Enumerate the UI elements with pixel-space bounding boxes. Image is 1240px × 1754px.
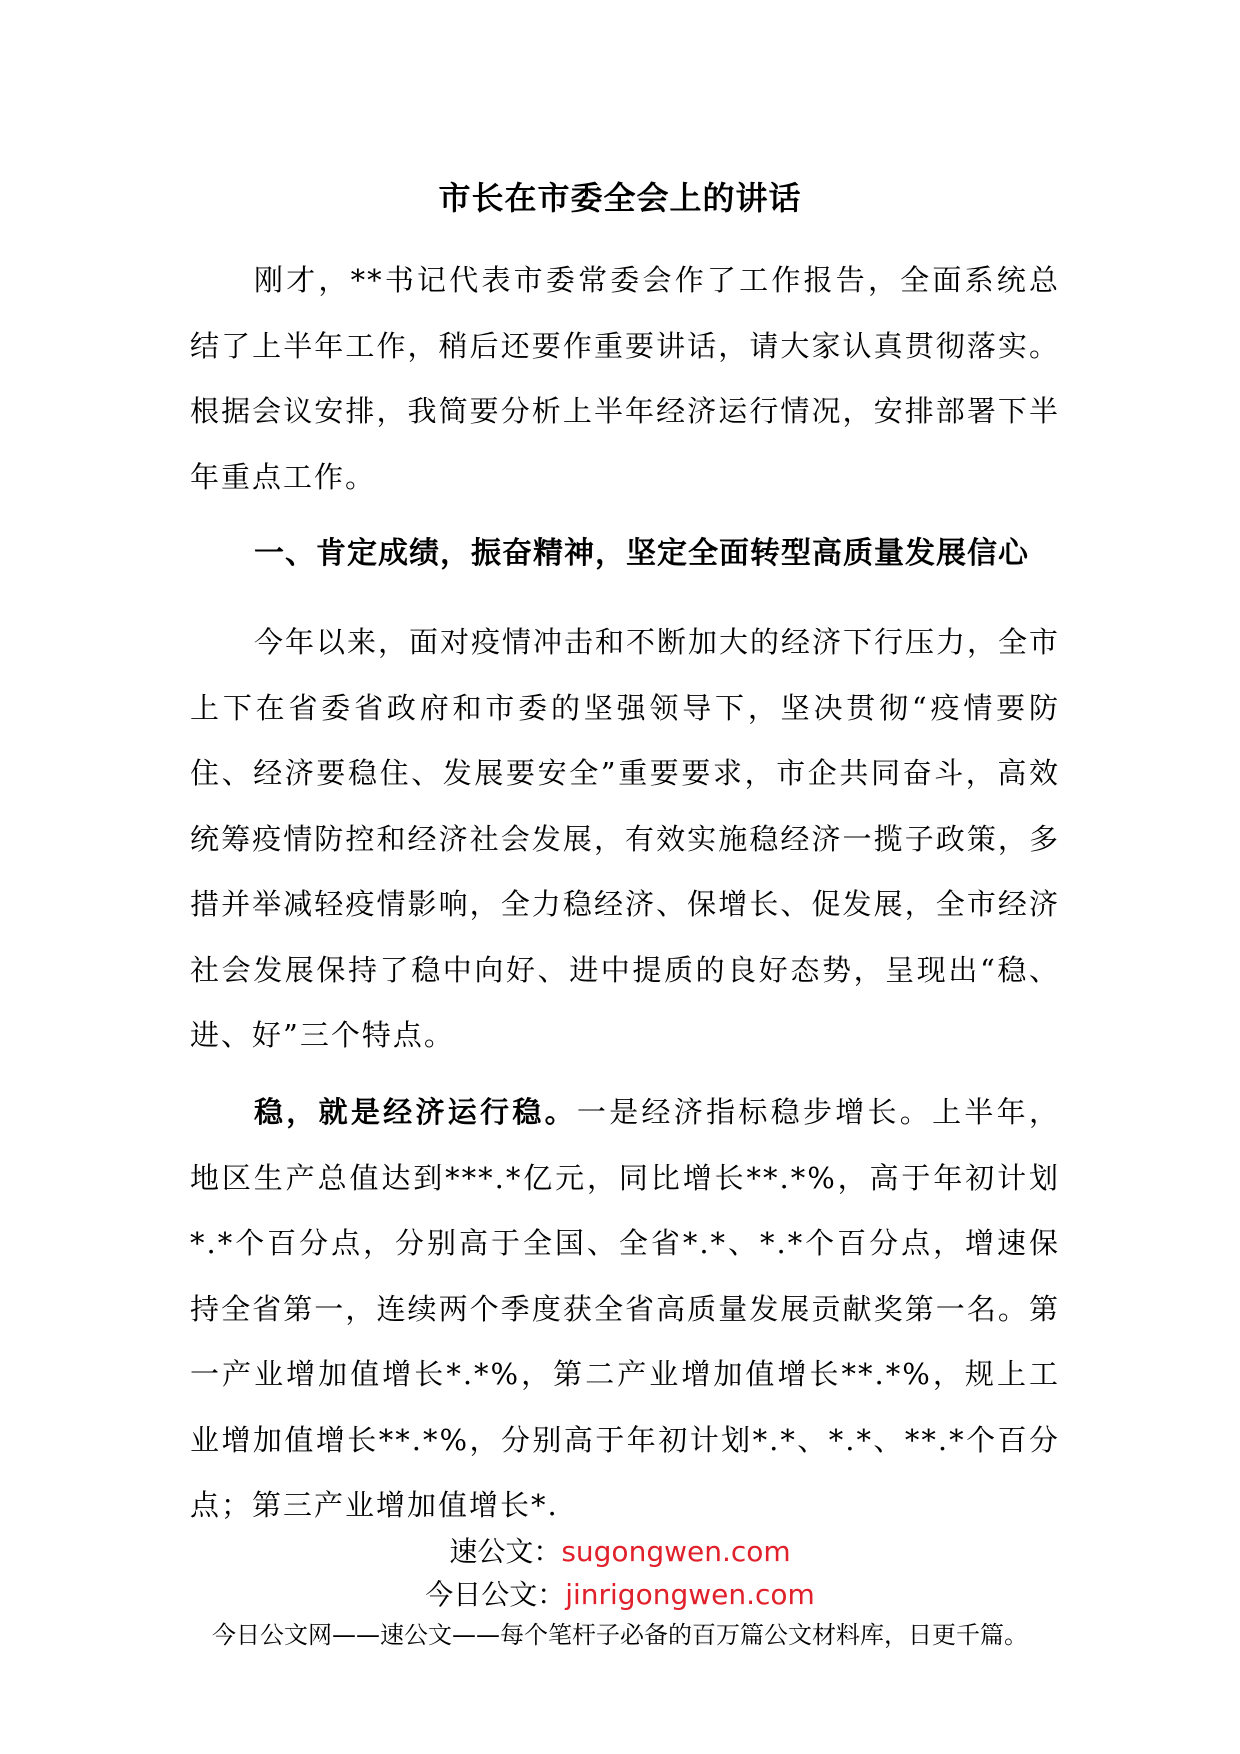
section-heading-1: 一、肯定成绩，振奋精神，坚定全面转型高质量发展信心: [254, 536, 1029, 571]
footer-line-jinrigongwen: [0, 1576, 1240, 1614]
document-title: 市长在市委全会上的讲话: [438, 179, 802, 217]
paragraph-stability-body: 一是经济指标稳步增长。上半年，地区生产总值达到***.*亿元，同比增长**.*%，高于年初计划*.*个百分点，分别高于全国、全省*.*、*.*个百分点，增速保持全省第一，连续两个季度获全省高质量发展贡献奖第一名。第一产业增加值增长*.*%，第二产业增加值增长**.*%，规上工业增加值增长**.*%，分别高于年初计划*.*、*.*、**.*个百分点；第三产业增加值增长*.: [190, 1095, 1060, 1522]
paragraph-stability-lead: 稳，就是经济运行稳。: [254, 1095, 577, 1129]
footer-link-jinrigongwen[interactable]: jinrigongwen.com: [565, 1578, 815, 1611]
paragraph-stability: [190, 1080, 1060, 1539]
paragraph-intro: 刚才，**书记代表市委常委会作了工作报告，全面系统总结了上半年工作，稍后还要作重要讲话，请大家认真贯彻落实。根据会议安排，我简要分析上半年经济运行情况，安排部署下半年重点工作。: [190, 263, 1060, 494]
footer-slogan: 今日公文网——速公文——每个笔杆子必备的百万篇公文材料库，日更千篇。: [212, 1621, 1028, 1649]
footer-label-sugongwen: 速公文：: [449, 1535, 562, 1568]
footer-link-sugongwen[interactable]: sugongwen.com: [561, 1535, 791, 1568]
footer-line-sugongwen: [0, 1533, 1240, 1571]
footer-label-jinrigongwen: 今日公文：: [425, 1578, 566, 1611]
paragraph-achievements: 今年以来，面对疫情冲击和不断加大的经济下行压力，全市上下在省委省政府和市委的坚强领导下，坚决贯彻“疫情要防住、经济要稳住、发展要安全”重要要求，市企共同奋斗，高效统筹疫情防控和经济社会发展，有效实施稳经济一揽子政策，多措并举减轻疫情影响，全力稳经济、保增长、促发展，全市经济社会发展保持了稳中向好、进中提质的良好态势，呈现出“稳、进、好”三个特点。: [190, 625, 1061, 1052]
